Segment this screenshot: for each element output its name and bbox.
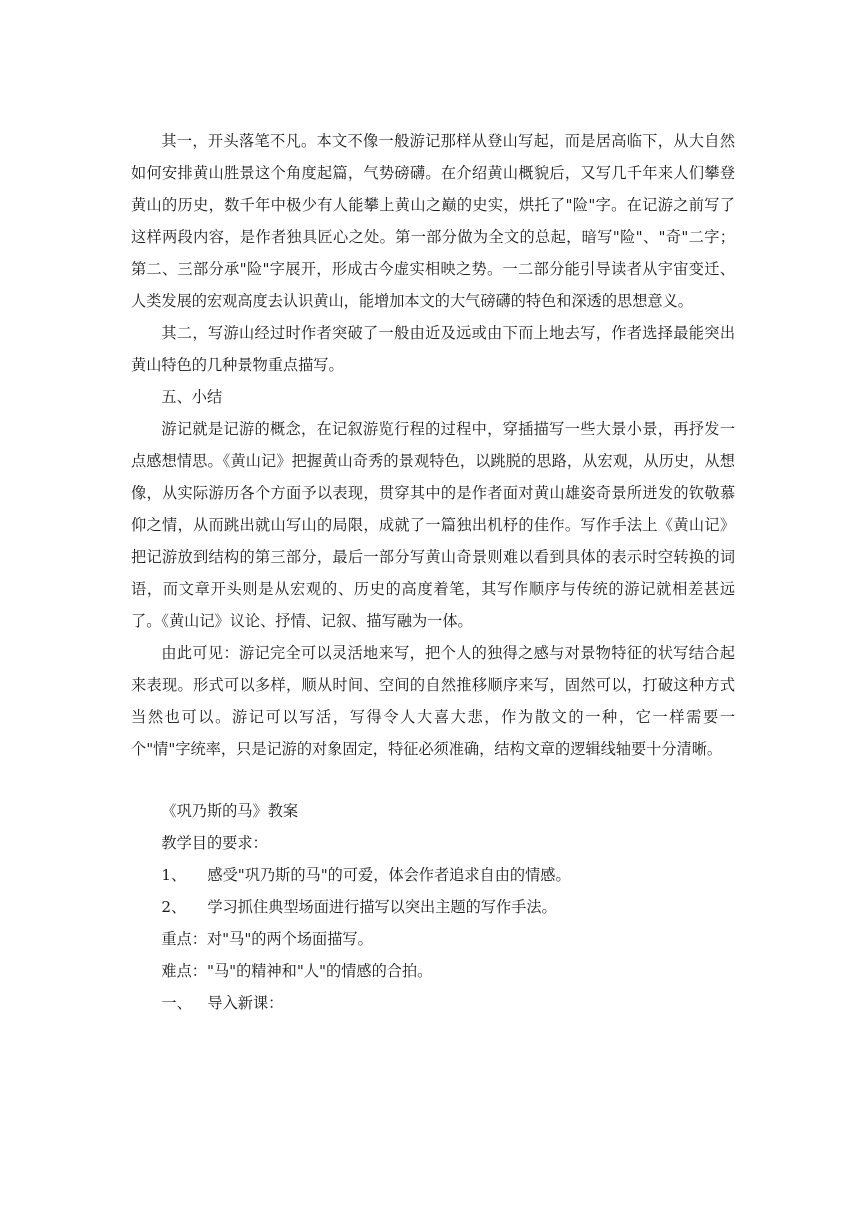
goal-text: 学习抓住典型场面进行描写以突出主题的写作手法。 bbox=[207, 898, 557, 916]
goal-number: 1、 bbox=[161, 866, 187, 884]
blank-line bbox=[131, 765, 735, 795]
goal-number: 2、 bbox=[161, 898, 187, 916]
paragraph-tour-writing: 其二，写游山经过时作者突破了一般由近及远或由下而上地去写，作者选择最能突出黄山特色的几种景物重点描写。 bbox=[131, 324, 735, 374]
section-heading-summary: 五、小结 bbox=[161, 388, 223, 406]
paragraph-opening-analysis: 其一，开头落笔不凡。本文不像一般游记那样从登山写起，而是居高临下，从大自然如何安排黄山胜景这个角度起篇，气势磅礴。在介绍黄山概貌后，又写几千年来人们攀登黄山的历史，数千年中极少有人能攀上黄山之巅的史实，烘托了"险"字。在记游之前写了这样两段内容，是作者独具匠心之处。第一部分做为全文的总起，暗写"险"、"奇"二字；第二、三部分承"险"字展开，形成古今虚实相映之势。一二部分能引导读者从宇宙变迁、人类发展的宏观高度去认识黄山，能增加本文的大气磅礴的特色和深透的思想意义。 bbox=[131, 132, 735, 310]
paragraph-summary: 游记就是记游的概念，在记叙游览行程的过程中，穿插描写一些大景小景，再抒发一点感想情思。《黄山记》把握黄山奇秀的景观特色，以跳脱的思路，从宏观，从历史，从想像，从实际游历各个方面予以表现，贯穿其中的是作者面对黄山雄姿奇景所迸发的钦敬慕仰之情，从而跳出就山写山的局限，成就了一篇独出机杼的佳作。写作手法上《黄山记》把记游放到结构的第三部分，最后一部分写黄山奇景则难以看到具体的表示时空转换的词语，而文章开头则是从宏观的、历史的高度着笔，其写作顺序与传统的游记就相差甚远了。《黄山记》议论、抒情、记叙、描写融为一体。 bbox=[131, 420, 735, 630]
lesson-title: 《巩乃斯的马》教案 bbox=[161, 802, 299, 820]
paragraph-conclusion: 由此可见：游记完全可以灵活地来写，把个人的独得之感与对景物特征的状写结合起来表现。形式可以多样，顺从时间、空间的自然推移顺序来写，固然可以，打破这种方式当然也可以。游记可以写活，写得令人大喜大悲，作为散文的一种，它一样需要一个"情"字统率，只是记游的对象固定，特征必须准确，结构文章的逻辑线轴要十分清晰。 bbox=[131, 644, 735, 758]
key-point: 重点：对"马"的两个场面描写。 bbox=[161, 930, 373, 948]
goals-label: 教学目的要求： bbox=[161, 834, 268, 852]
goal-item bbox=[131, 859, 735, 891]
goal-item bbox=[131, 891, 735, 923]
step-number: 一、 bbox=[161, 994, 192, 1012]
step-text: 导入新课： bbox=[207, 994, 284, 1012]
document-body bbox=[131, 125, 735, 1019]
goal-text: 感受"巩乃斯的马"的可爱，体会作者追求自由的情感。 bbox=[207, 866, 571, 884]
difficulty-point: 难点："马"的精神和"人"的情感的合拍。 bbox=[161, 962, 433, 980]
step-heading bbox=[131, 987, 735, 1019]
